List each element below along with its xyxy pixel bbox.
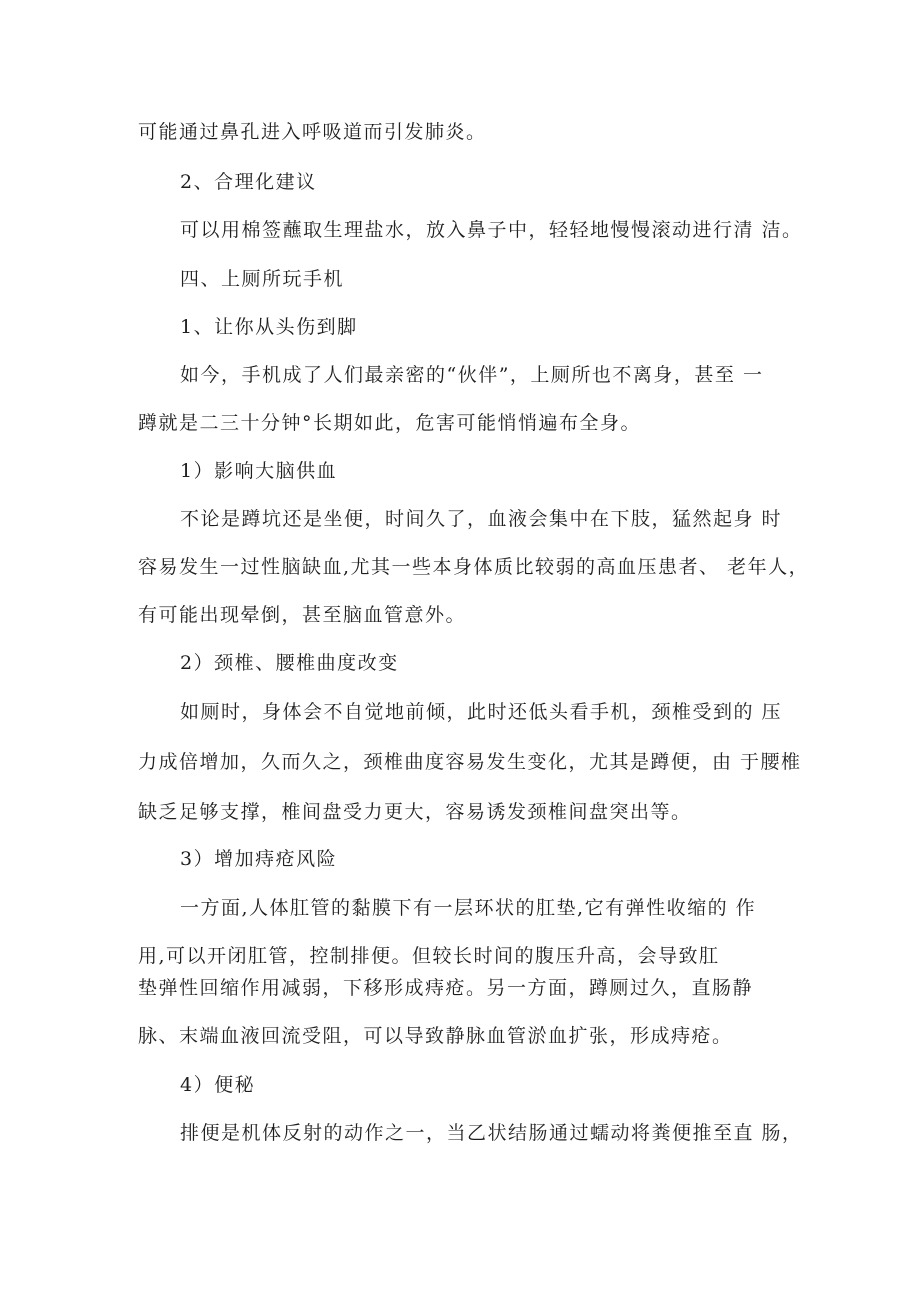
paragraph-text: 蹲就是二三十分钟°长期如此，危害可能悄悄遍布全身。 [138,412,642,434]
paragraph-text: 容易发生一过性脑缺血,尤其一些本身体质比较弱的高血压患者、 老年人， [138,556,810,578]
paragraph-text: 用,可以开闭肛管，控制排便。但较长时间的腹压升高，会导致肛 [138,945,720,967]
chapter-heading: 四、上厕所玩手机 [180,268,345,290]
paragraph-text: 垫弹性回缩作用减弱，下移形成痔疮。另一方面，蹲厕过久，直肠静 [138,977,754,999]
paragraph-text: 有可能出现晕倒，甚至脑血管意外。 [138,604,467,626]
paragraph-text: 一方面,人体肛管的黏膜下有一层环状的肛垫,它有弹性收缩的 作 [180,897,757,919]
paragraph-text: 脉、末端血液回流受阻，可以导致静脉血管淤血扩张，形成痔疮。 [138,1025,733,1047]
section-heading: 1、让你从头伤到脚 [180,316,358,338]
subsection-heading: 4）便秘 [180,1074,256,1096]
subsection-heading: 2）颈椎、腰椎曲度改变 [180,652,399,674]
paragraph-text: 如今，手机成了人们最亲密的“伙伴”，上厕所也不离身，甚至 一 [180,364,764,386]
paragraph-text: 排便是机体反射的动作之一，当乙状结肠通过蠕动将粪便推至直 肠， [180,1122,803,1144]
paragraph-text: 不论是蹲坑还是坐便，时间久了，血液会集中在下肢，猛然起身 时 [180,508,783,530]
subsection-heading: 3）增加痔疮风险 [180,848,338,870]
paragraph-text: 缺乏足够支撑，椎间盘受力更大，容易诱发颈椎间盘突出等。 [138,801,692,823]
paragraph-text: 力成倍增加，久而久之，颈椎曲度容易发生变化，尤其是蹲便，由 于腰椎 [138,751,802,773]
paragraph-text: 如厕时，身体会不自觉地前倾，此时还低头看手机，颈椎受到的 压 [180,701,783,723]
subsection-heading: 1）影响大脑供血 [180,460,338,482]
section-heading: 2、合理化建议 [180,171,317,193]
paragraph-text: 可以用棉签蘸取生理盐水，放入鼻子中，轻轻地慢慢滚动进行清 洁。 [180,219,803,241]
paragraph-text: 可能通过鼻孔进入呼吸道而引发肺炎。 [138,121,487,143]
